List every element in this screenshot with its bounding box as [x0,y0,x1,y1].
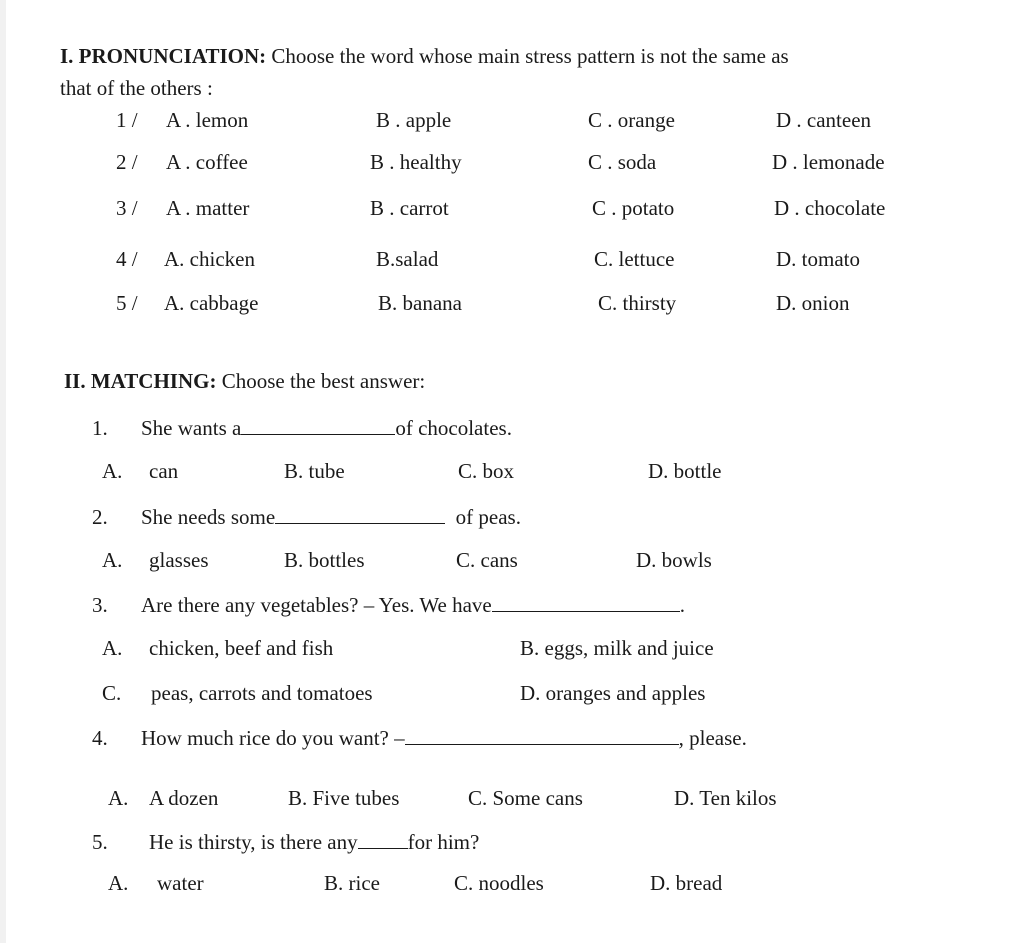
q3-c-letter: C. [102,681,122,705]
row2-num: 2 / [116,150,138,174]
section2-title [64,369,425,394]
row4-option-d: D. tomato [776,247,860,271]
q2-text-after: of peas. [455,505,521,529]
q1-option-c: C. box [458,459,515,483]
q1-text-after: of chocolates. [395,416,512,440]
page-edge [0,0,6,943]
q2-option-b: B. bottles [284,548,365,572]
row1-option-c: C . orange [588,108,675,132]
q1-option-d: D. bottle [648,459,722,483]
row5-option-b: B. banana [378,291,462,315]
q3-option-b: B. eggs, milk and juice [520,636,714,660]
q5-text-after: for him? [407,830,480,854]
row3-option-a: A . matter [166,196,250,220]
q5-option-d: D. bread [650,871,723,895]
q5-text-before: He is thirsty, is there any [149,830,358,854]
row1-option-a: A . lemon [166,108,249,132]
q1-text-before: She wants a [141,416,242,440]
q2-option-d: D. bowls [636,548,712,572]
row4-option-a: A. chicken [164,247,255,271]
section1-instruction-line2: that of the others : [60,76,213,100]
q5-option-b: B. rice [324,871,380,895]
q2-stem [141,505,521,530]
row2-option-b: B . healthy [370,150,462,174]
q3-blank [492,593,680,612]
q1-a-letter: A. [102,459,123,483]
section1-title [60,44,789,69]
row3-option-d: D . chocolate [774,196,886,220]
row3-num: 3 / [116,196,138,220]
q3-text-before: Are there any vegetables? – Yes. We have [141,593,492,617]
q3-stem [141,593,685,618]
q3-option-a: chicken, beef and fish [149,636,334,660]
q5-stem [149,830,479,855]
q2-option-a: glasses [149,548,209,572]
row2-option-a: A . coffee [166,150,248,174]
q1-option-b: B. tube [284,459,345,483]
q3-number: 3. [92,593,108,617]
q3-option-c: peas, carrots and tomatoes [151,681,373,705]
q4-option-a: A dozen [149,786,219,810]
row1-option-d: D . canteen [776,108,872,132]
q2-number: 2. [92,505,108,529]
q4-stem [141,726,747,751]
q5-number: 5. [92,830,108,854]
q3-text-after: . [679,593,685,617]
q4-a-letter: A. [108,786,129,810]
q4-text-after: , please. [678,726,747,750]
q3-a-letter: A. [102,636,123,660]
row3-option-b: B . carrot [370,196,449,220]
q5-option-c: C. noodles [454,871,544,895]
row1-num: 1 / [116,108,138,132]
row1-option-b: B . apple [376,108,452,132]
row5-option-a: A. cabbage [164,291,259,315]
q4-option-d: D. Ten kilos [674,786,777,810]
row4-option-b: B.salad [376,247,439,271]
q2-option-c: C. cans [456,548,518,572]
row3-option-c: C . potato [592,196,675,220]
q5-blank [358,830,408,849]
section2-heading: II. MATCHING: [64,369,217,393]
q4-option-c: C. Some cans [468,786,583,810]
row2-option-c: C . soda [588,150,657,174]
q3-option-d: D. oranges and apples [520,681,706,705]
q4-number: 4. [92,726,108,750]
q1-number: 1. [92,416,108,440]
row4-option-c: C. lettuce [594,247,675,271]
section1-heading: I. PRONUNCIATION: [60,44,267,68]
q1-blank [241,416,395,435]
row2-option-d: D . lemonade [772,150,885,174]
q5-option-a: water [157,871,204,895]
q1-stem [141,416,512,441]
section2-instruction: Choose the best answer: [221,369,426,393]
q2-text-before: She needs some [141,505,276,529]
q4-option-b: B. Five tubes [288,786,400,810]
q2-a-letter: A. [102,548,123,572]
q2-blank [275,505,445,524]
row5-option-d: D. onion [776,291,850,315]
q4-blank [405,726,679,745]
q1-option-a: can [149,459,179,483]
row5-num: 5 / [116,291,138,315]
q5-a-letter: A. [108,871,129,895]
row5-option-c: C. thirsty [598,291,677,315]
q4-text-before: How much rice do you want? – [141,726,405,750]
row4-num: 4 / [116,247,138,271]
section1-instruction: Choose the word whose main stress pattern is not the same as [271,44,789,68]
